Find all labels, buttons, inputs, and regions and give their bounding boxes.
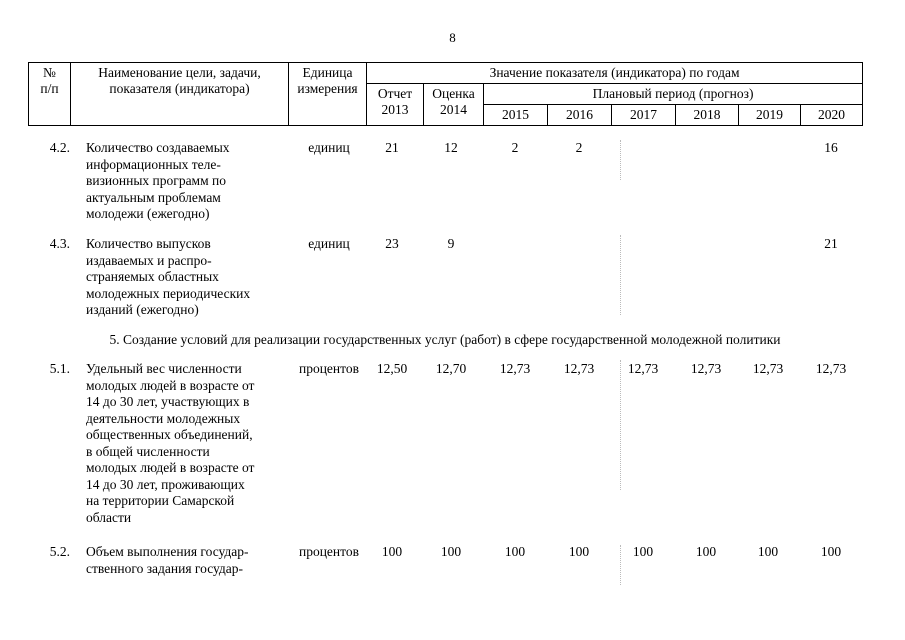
header-unit: Единица измерения: [289, 63, 367, 126]
value-cell: 12,73: [752, 361, 784, 376]
value-cell: 100: [568, 544, 590, 559]
indicator-name-line: 14 до 30 лет, проживающих: [86, 476, 245, 492]
value-cell: 9: [447, 236, 455, 251]
header-num: № п/п: [29, 63, 71, 126]
indicator-name-line: Объем выполнения государ-: [86, 544, 249, 559]
indicator-name: [86, 544, 318, 577]
indicator-name-line: визионных программ по: [86, 173, 226, 188]
indicator-name-line: ственного задания государ-: [86, 560, 244, 576]
scan-artifact: [620, 140, 621, 180]
value-cell: 16: [824, 140, 838, 155]
row-number: 5.1.: [49, 361, 70, 376]
indicator-name-line: молодых людей в возрасте от: [86, 460, 255, 475]
row-number: 4.3.: [49, 236, 70, 251]
indicator-name-line: Количество создаваемых: [86, 140, 230, 155]
value-cell: 12,73: [499, 361, 531, 376]
unit-cell: единиц: [308, 236, 350, 251]
value-cell: 100: [440, 544, 462, 559]
unit-cell: единиц: [308, 140, 350, 155]
page-number: 8: [449, 30, 456, 45]
value-cell: 100: [504, 544, 526, 559]
value-cell: 12,73: [627, 361, 659, 376]
value-cell: 12,73: [815, 361, 847, 376]
header-report: Отчет 2013: [367, 84, 424, 126]
value-cell: 100: [632, 544, 654, 559]
header-year: 2020: [801, 105, 863, 126]
value-cell: 100: [381, 544, 403, 559]
row-number: 4.2.: [49, 140, 70, 155]
value-cell: 100: [820, 544, 842, 559]
value-cell: 100: [695, 544, 717, 559]
section-heading: 5. Создание условий для реализации государственных услуг (работ) в сфере государственной молодежной политики: [109, 332, 781, 347]
row-number: 5.2.: [49, 544, 70, 559]
indicator-name: [86, 140, 318, 223]
indicator-name-line: 14 до 30 лет, участвующих в: [86, 394, 250, 409]
unit-cell: процентов: [298, 544, 359, 559]
value-cell: 21: [385, 140, 399, 155]
value-cell: 12,73: [690, 361, 722, 376]
indicator-name-line: молодежи (ежегодно): [86, 206, 210, 221]
value-cell: 12,73: [563, 361, 595, 376]
indicator-name-line: на территории Самарской: [86, 493, 235, 508]
indicator-name: [86, 236, 318, 319]
header-year: 2019: [739, 105, 801, 126]
header-name: Наименование цели, задачи, показателя (индикатора): [71, 63, 289, 126]
indicator-name: [86, 361, 318, 526]
indicator-name-line: молодежных периодических: [86, 285, 251, 301]
value-cell: 2: [511, 140, 519, 155]
value-cell: 12: [444, 140, 458, 155]
header-values-group: Значение показателя (индикатора) по годам: [367, 63, 863, 84]
indicator-name-line: издаваемых и распро-: [86, 252, 212, 268]
scan-artifact: [620, 360, 621, 490]
unit-cell: процентов: [298, 361, 359, 376]
indicator-name-line: актуальным проблемам: [86, 189, 221, 205]
header-year: 2018: [676, 105, 739, 126]
indicator-name-line: общественных объединений,: [86, 427, 253, 442]
indicator-name-line: в общей численности: [86, 443, 210, 459]
value-cell: 12,50: [376, 361, 408, 376]
indicator-name-line: деятельности молодежных: [86, 410, 241, 426]
indicator-name-line: Количество выпусков: [86, 236, 211, 251]
header-year: 2015: [484, 105, 548, 126]
value-cell: 12,70: [435, 361, 467, 376]
header-year: 2017: [612, 105, 676, 126]
indicator-name-line: Удельный вес численности: [86, 361, 242, 376]
header-year: 2016: [548, 105, 612, 126]
value-cell: 21: [824, 236, 838, 251]
header-plan-group: Плановый период (прогноз): [484, 84, 863, 105]
indicator-name-line: молодых людей в возрасте от: [86, 377, 255, 393]
table-header: [28, 62, 863, 126]
indicator-name-line: изданий (ежегодно): [86, 302, 199, 317]
indicator-name-line: информационных теле-: [86, 156, 221, 172]
indicator-name-line: области: [86, 509, 132, 525]
indicator-name-line: страняемых областных: [86, 269, 219, 284]
value-cell: 23: [385, 236, 399, 251]
header-estimate: Оценка 2014: [424, 84, 484, 126]
scan-artifact: [620, 235, 621, 315]
value-cell: 2: [575, 140, 583, 155]
value-cell: 100: [757, 544, 779, 559]
